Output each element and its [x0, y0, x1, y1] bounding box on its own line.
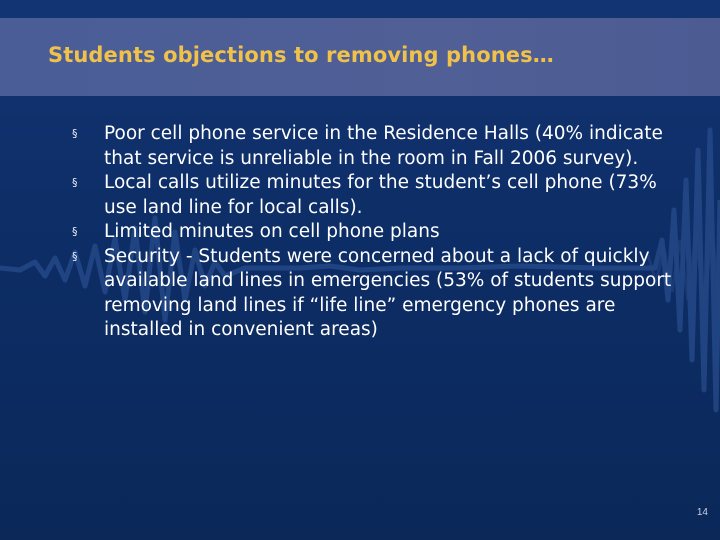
- bullet-list: [72, 122, 678, 343]
- page-number: 14: [696, 507, 708, 518]
- bullet-square-icon: §: [72, 127, 78, 140]
- bullet-text: Poor cell phone service in the Residence Halls (40% indicate that service is unreliable in the room in Fall 2006 survey).: [104, 123, 663, 169]
- bullet-item-security: [72, 245, 678, 343]
- bullet-item-limited-minutes: [72, 220, 678, 245]
- bullet-square-icon: §: [72, 249, 78, 263]
- bullet-square-icon: §: [72, 225, 78, 238]
- slide-title: Students objections to removing phones…: [48, 43, 554, 67]
- bullet-square-icon: §: [72, 176, 78, 189]
- bullet-text: Limited minutes on cell phone plans: [104, 221, 440, 242]
- bullet-item-cell-service: [72, 122, 678, 171]
- bullet-text: Local calls utilize minutes for the student’s cell phone (73% use land line for local calls).: [104, 172, 657, 218]
- bullet-text: Security - Students were concerned about a lack of quickly available land lines in emergencies (53% of students support removing land lines if “life line” emergency phones are installed in convenient areas): [104, 245, 672, 340]
- bullet-item-local-calls: [72, 171, 678, 220]
